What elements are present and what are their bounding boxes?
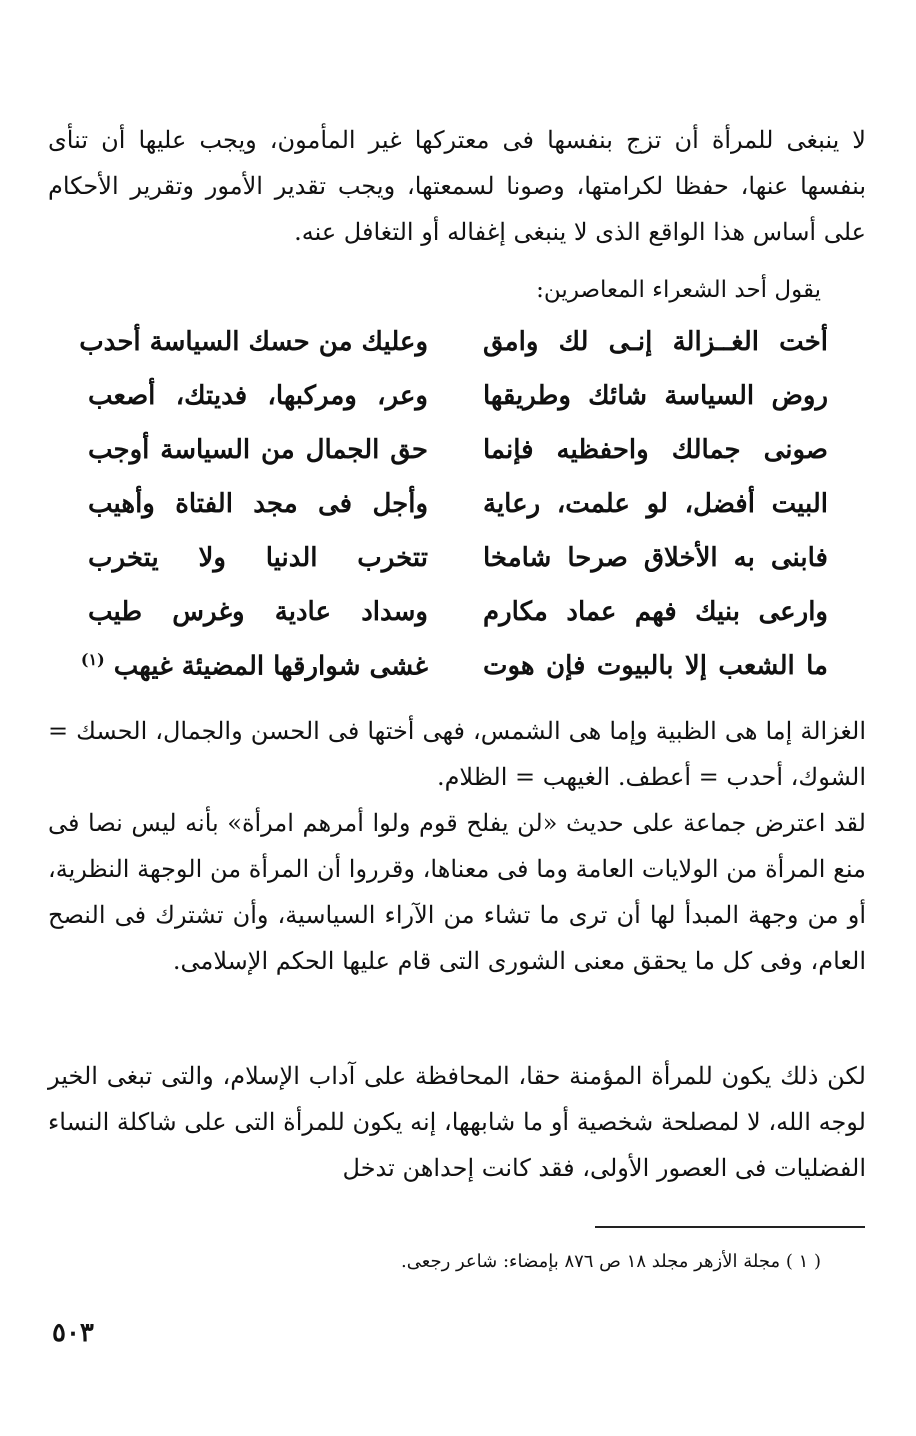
verse-first-hemistich: روض السياسة شائك وطريقها [483, 381, 828, 411]
verse-second-hemistich: وسداد عادية وغرس طيب [88, 597, 428, 627]
verse-second-hemistich-text: غشى شوارقها المضيئة غيهب [113, 651, 428, 682]
poem-verse [88, 477, 828, 531]
poem-verse [80, 639, 828, 693]
page-number: ٥٠٣ [52, 1318, 94, 1348]
poem [79, 315, 828, 693]
poem-verse [88, 369, 828, 423]
poem-gloss: الغزالة إما هى الظبية وإما هى الشمس، فهى أختها فى الحسن والجمال، الحسك = الشوك، أحدب = أعطف. الغيهب = الظلام. [48, 717, 866, 791]
verse-first-hemistich: البيت أفضل، لو علمت، رعاية [483, 489, 828, 519]
paragraph-1: لا ينبغى للمرأة أن تزج بنفسها فى معتركها غير المأمون، ويجب عليها أن تنأى بنفسها عنها، حفظا لكرامتها، وصونا لسمعتها، ويجب تقدير الأمور وتقرير الأحكام على أساس هذا الواقع الذى لا ينبغى إغفاله أو التغافل عنه. [48, 126, 866, 246]
verse-second-hemistich: وعر، ومركبها، فديتك، أصعب [88, 381, 428, 411]
poem-verse [79, 315, 828, 369]
footnote-reference[interactable]: (١) [80, 650, 105, 670]
poem-verse [88, 585, 828, 639]
footnote-separator [595, 1226, 865, 1228]
verse-second-hemistich [80, 650, 428, 682]
footnote: ( ١ ) مجلة الأزهر مجلد ١٨ ص ٨٧٦ بإمضاء: شاعر رجعى. [401, 1251, 821, 1272]
verse-first-hemistich: ما الشعب إلا بالبيوت فإن هوت [483, 651, 828, 681]
verse-second-hemistich: حق الجمال من السياسة أوجب [88, 435, 428, 465]
poem-intro: يقول أحد الشعراء المعاصرين: [536, 277, 821, 303]
verse-first-hemistich: فابنى به الأخلاق صرحا شامخا [483, 543, 828, 573]
verse-second-hemistich: وعليك من حسك السياسة أحدب [79, 327, 428, 357]
verse-second-hemistich: تتخرب الدنيا ولا يتخرب [88, 543, 428, 573]
verse-second-hemistich: وأجل فى مجد الفتاة وأهيب [88, 489, 428, 519]
verse-first-hemistich: وارعى بنيك فهم عماد مكارم [483, 597, 828, 627]
poem-verse [88, 531, 828, 585]
paragraph-2: لقد اعترض جماعة على حديث «لن يفلح قوم ولوا أمرهم امرأة» بأنه ليس نصا فى منع المرأة من الولايات العامة وما فى معناها، وقرروا أن المرأة من الوجهة النظرية، أو من وجهة المبدأ لها أن ترى ما تشاء من الآراء السياسية، وأن تشترك فى النصح العام، وفى كل ما يحقق معنى الشورى التى قام عليها الحكم الإسلامى. [48, 809, 866, 975]
verse-first-hemistich: أخت الغــزالة إنـى لك وامق [483, 327, 828, 357]
poem-verse [88, 423, 828, 477]
verse-first-hemistich: صونى جمالك واحفظيه فإنما [483, 435, 828, 465]
paragraph-3: لكن ذلك يكون للمرأة المؤمنة حقا، المحافظة على آداب الإسلام، والتى تبغى الخير لوجه الله، لا لمصلحة شخصية أو ما شابهها، إنه يكون للمرأة التى على شاكلة النساء الفضليات فى العصور الأولى، فقد كانت إحداهن تدخل [48, 1062, 866, 1182]
